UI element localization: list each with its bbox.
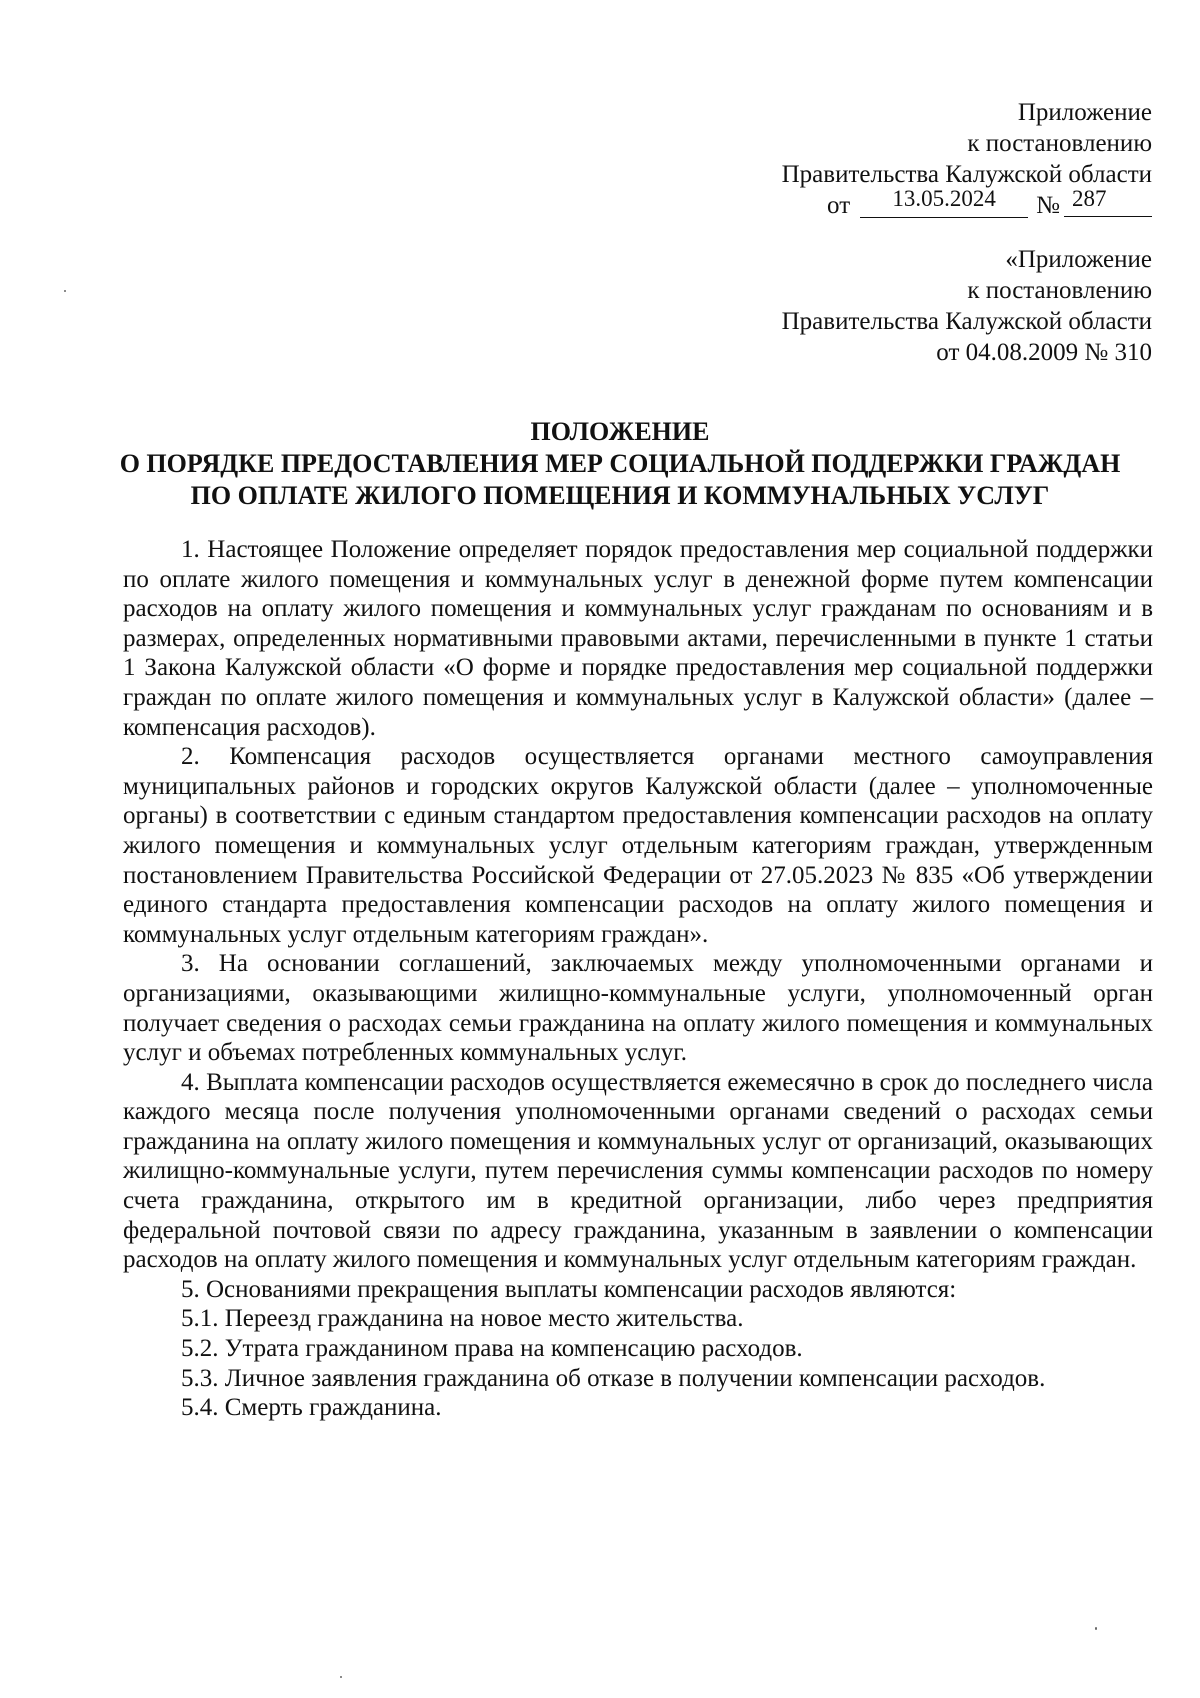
list-item-5-3: 5.3. Личное заявления гражданина об отказе в получении компенсации расходов. [181,1364,1046,1392]
list-item-5-2: 5.2. Утрата гражданином права на компенсацию расходов. [181,1335,803,1363]
document-body [123,535,1153,1423]
title-line3: ПО ОПЛАТЕ ЖИЛОГО ПОМЕЩЕНИЯ И КОММУНАЛЬНЫХ УСЛУГ [190,481,1050,510]
document-title [100,416,1140,512]
quoted-header-line3: Правительства Калужской области [781,308,1152,335]
list-item-5-1: 5.1. Переезд гражданина на новое место жительства. [181,1305,744,1333]
number-sign: № [1036,192,1060,219]
title-line2: О ПОРЯДКЕ ПРЕДОСТАВЛЕНИЯ МЕР СОЦИАЛЬНОЙ ПОДДЕРЖКИ ГРАЖДАН [119,449,1121,478]
scan-speck [64,290,66,292]
title-line1: ПОЛОЖЕНИЕ [530,417,710,446]
paragraph-4: 4. Выплата компенсации расходов осуществляется ежемесячно в срок до последнего числа каждого месяца после получения уполномоченными органами сведений о расходах семьи гражданина на оплату жилого помещения и коммунальных услуг от организаций, оказывающих жилищно-коммунальные услуги, путем перечисления суммы компенсации расходов по номеру счета гражданина, открытого им в кредитной организации, либо через предприятия федеральной почтовой связи по адресу гражданина, указанным в заявлении о компенсации расходов на оплату жилого помещения и коммунальных услуг отдельным категориям граждан. [123,1068,1153,1274]
from-word: от [827,192,851,219]
quoted-header-line1: «Приложение [1005,246,1152,273]
number-fill-line [1064,186,1152,217]
appendix-header [782,97,1152,221]
appendix-header-line1: Приложение [1017,99,1152,126]
quoted-header-line4: от 04.08.2009 № 310 [936,339,1152,366]
appendix-header-date-line [782,186,1152,221]
scan-speck [340,1676,342,1678]
paragraph-1: 1. Настоящее Положение определяет порядок предоставления мер социальной поддержки по оплате жилого помещения и коммунальных услуг в денежной форме путем компенсации расходов на оплату жилого помещения и коммунальных услуг гражданам по основаниям и в размерах, определенных нормативными правовыми актами, перечисленными в пункте 1 статьи 1 Закона Калужской области «О форме и порядке предоставления мер социальной поддержки граждан по оплате жилого помещения и коммунальных услуг в Калужской области» (далее – компенсация расходов). [123,536,1153,741]
appendix-header-line3: Правительства Калужской области [781,161,1152,188]
date-fill-line [860,186,1028,218]
quoted-header-line2: к постановлению [967,277,1152,304]
list-item-5-4: 5.4. Смерть гражданина. [181,1394,442,1422]
appendix-header-line2: к постановлению [967,130,1152,157]
quoted-appendix-header [782,244,1152,368]
paragraph-2: 2. Компенсация расходов осуществляется органами местного самоуправления муниципальных районов и городских округов Калужской области (далее – уполномоченные органы) в соответствии с единым стандартом предоставления компенсации расходов на оплату жилого помещения и коммунальных услуг отдельным категориям граждан, утвержденным постановлением Правительства Российской Федерации от 27.05.2023 № 835 «Об утверждении единого стандарта предоставления компенсации расходов на оплату жилого помещения и коммунальных услуг отдельным категориям граждан». [123,743,1153,948]
paragraph-3: 3. На основании соглашений, заключаемых между уполномоченными органами и организациями, оказывающими жилищно-коммунальные услуги, уполномоченный орган получает сведения о расходах семьи гражданина на оплату жилого помещения и коммунальных услуг и объемах потребленных коммунальных услуг. [123,950,1153,1067]
decree-date: 13.05.2024 [892,186,996,211]
decree-number: 287 [1072,186,1107,211]
scan-speck [1095,1627,1097,1630]
paragraph-5-intro: 5. Основаниями прекращения выплаты компенсации расходов являются: [181,1275,957,1303]
